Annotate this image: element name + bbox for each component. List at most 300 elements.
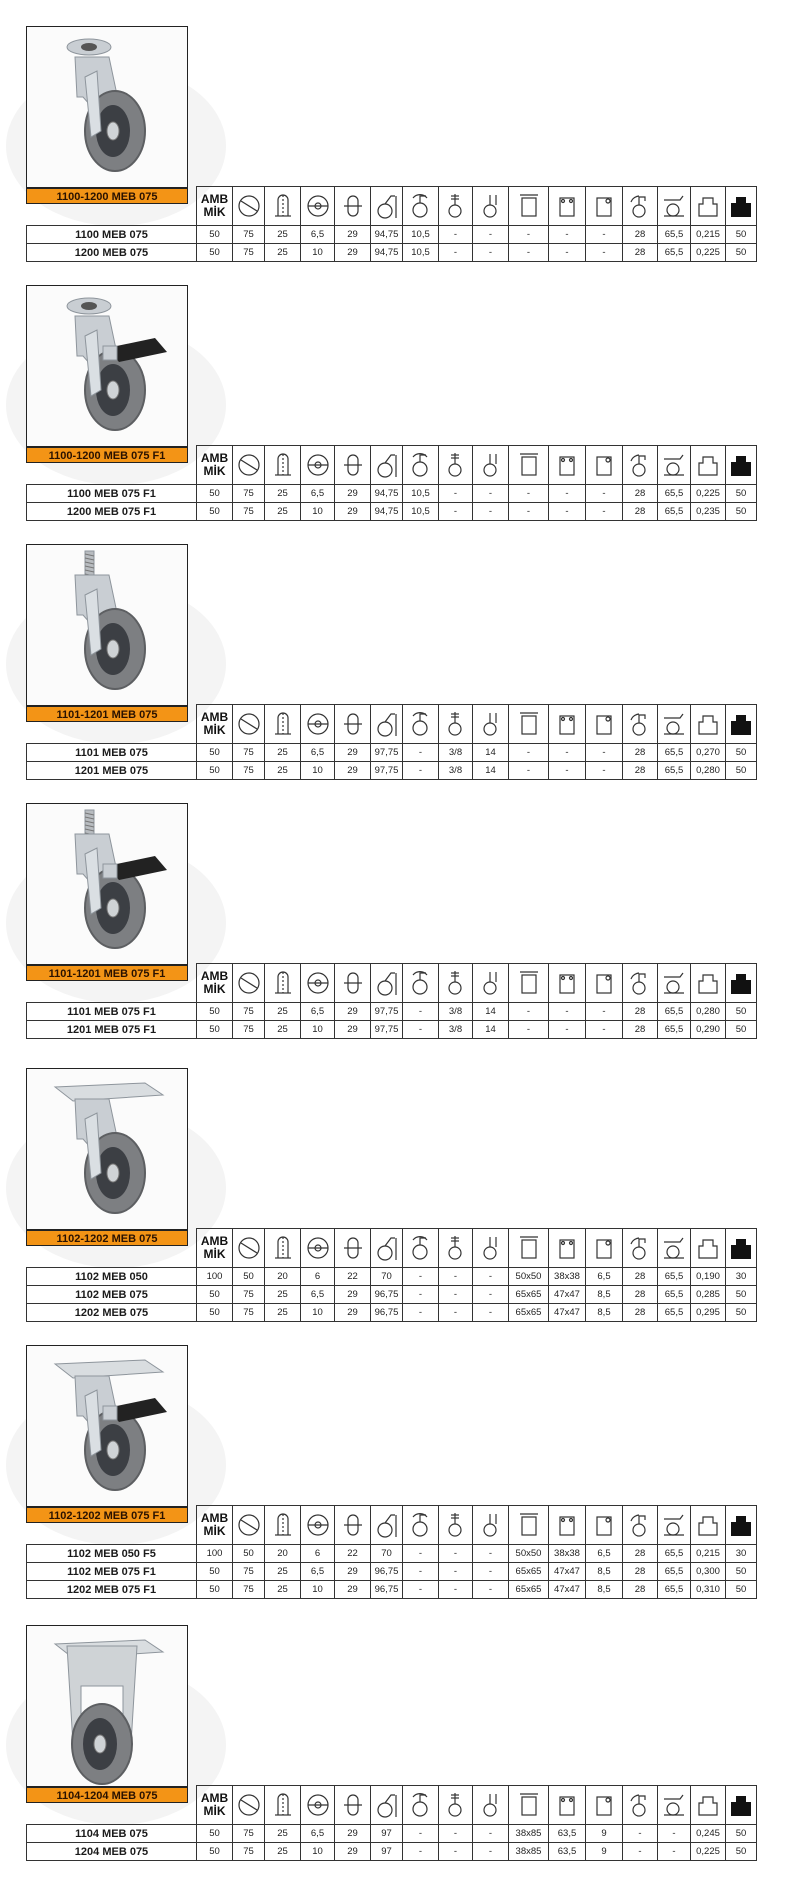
hub-bore-icon xyxy=(301,705,335,744)
mounting-height-icon xyxy=(658,187,691,226)
spec-cell: 75 xyxy=(233,1003,265,1021)
bolt-hole-spacing-icon xyxy=(549,446,586,485)
spec-cell: - xyxy=(509,244,549,262)
hub-length-icon xyxy=(335,187,371,226)
swivel-offset-icon xyxy=(403,1506,439,1545)
spec-cell: 50 xyxy=(726,1286,757,1304)
model-code: 1101 MEB 075 F1 xyxy=(27,1003,197,1021)
weight-icon xyxy=(691,1506,726,1545)
spec-cell: 94,75 xyxy=(371,244,403,262)
spec-cell: 29 xyxy=(335,226,371,244)
spec-cell: 65,5 xyxy=(658,1563,691,1581)
spec-cell: 75 xyxy=(233,1563,265,1581)
spec-cell: 10 xyxy=(301,762,335,780)
spec-cell: 25 xyxy=(265,744,301,762)
spec-cell: 6,5 xyxy=(301,744,335,762)
load-capacity-icon xyxy=(726,1229,757,1268)
spec-cell: - xyxy=(473,1563,509,1581)
spec-cell: - xyxy=(439,503,473,521)
spec-cell: 6,5 xyxy=(586,1545,623,1563)
spec-cell: - xyxy=(439,244,473,262)
thread-stem-icon xyxy=(439,1506,473,1545)
product-image xyxy=(26,26,188,188)
spec-cell: 75 xyxy=(233,1021,265,1039)
spec-cell: 14 xyxy=(473,1003,509,1021)
thread-stem-icon xyxy=(439,187,473,226)
spec-cell: 14 xyxy=(473,762,509,780)
spec-cell: 25 xyxy=(265,1563,301,1581)
spec-cell: 65,5 xyxy=(658,1286,691,1304)
spec-cell: 50 xyxy=(726,1563,757,1581)
amb-label: AMB xyxy=(200,451,229,465)
spec-cell: 97,75 xyxy=(371,1021,403,1039)
model-code: 1102 MEB 050 xyxy=(27,1268,197,1286)
spec-cell: 20 xyxy=(265,1545,301,1563)
spec-cell: 75 xyxy=(233,503,265,521)
spec-cell: - xyxy=(586,762,623,780)
spec-cell: 6 xyxy=(301,1545,335,1563)
spec-cell: 0,215 xyxy=(691,1545,726,1563)
spec-cell: 8,5 xyxy=(586,1581,623,1599)
spec-cell: 8,5 xyxy=(586,1563,623,1581)
bolt-hole-spacing-icon xyxy=(549,964,586,1003)
table-row xyxy=(27,244,757,262)
spec-cell: 50 xyxy=(197,503,233,521)
spec-cell: - xyxy=(473,1268,509,1286)
spec-cell: 10 xyxy=(301,1021,335,1039)
spec-cell: 38x85 xyxy=(509,1843,549,1861)
swivel-radius-icon xyxy=(623,1506,658,1545)
thread-stem-icon xyxy=(439,1786,473,1825)
spec-cell: - xyxy=(403,1581,439,1599)
product-series-caption: 1101-1201 MEB 075 xyxy=(26,706,188,722)
spec-cell: - xyxy=(549,485,586,503)
spec-cell: 75 xyxy=(233,244,265,262)
mik-label: MİK xyxy=(203,1804,226,1818)
mik-label: MİK xyxy=(203,1524,226,1538)
spec-table xyxy=(26,1785,757,1861)
spec-cell: - xyxy=(586,744,623,762)
spec-cell: 0,225 xyxy=(691,1843,726,1861)
spec-cell: 22 xyxy=(335,1545,371,1563)
spec-cell: 28 xyxy=(623,1563,658,1581)
spec-cell: 6,5 xyxy=(301,1286,335,1304)
spec-cell: - xyxy=(473,1286,509,1304)
wheel-width-icon xyxy=(265,446,301,485)
bolt-hole-diameter-icon xyxy=(586,705,623,744)
spec-cell: - xyxy=(509,744,549,762)
spec-cell: 97,75 xyxy=(371,762,403,780)
spec-cell: 6,5 xyxy=(301,1825,335,1843)
spec-cell: 65,5 xyxy=(658,1304,691,1322)
spec-cell: 22 xyxy=(335,1268,371,1286)
spec-cell: 25 xyxy=(265,1304,301,1322)
spec-cell: 63,5 xyxy=(549,1843,586,1861)
thread-stem-icon xyxy=(439,446,473,485)
plate-size-icon xyxy=(509,1229,549,1268)
spec-cell: 97,75 xyxy=(371,744,403,762)
swivel-offset-icon xyxy=(403,1786,439,1825)
spec-cell: 96,75 xyxy=(371,1563,403,1581)
spec-cell: 47x47 xyxy=(549,1581,586,1599)
plate-size-icon xyxy=(509,446,549,485)
swivel-offset-icon xyxy=(403,446,439,485)
load-capacity-icon xyxy=(726,964,757,1003)
spec-cell: - xyxy=(586,1021,623,1039)
bolt-hole-spacing-icon xyxy=(549,705,586,744)
spec-cell: 30 xyxy=(726,1545,757,1563)
overall-height-icon xyxy=(371,705,403,744)
spec-cell: - xyxy=(549,503,586,521)
spec-cell: 47x47 xyxy=(549,1304,586,1322)
spec-cell: 25 xyxy=(265,244,301,262)
spec-cell: 28 xyxy=(623,485,658,503)
spec-cell: - xyxy=(586,244,623,262)
product-image xyxy=(26,544,188,706)
spec-cell: - xyxy=(549,226,586,244)
spec-cell: 29 xyxy=(335,1021,371,1039)
spec-cell: - xyxy=(549,1003,586,1021)
mounting-height-icon xyxy=(658,1786,691,1825)
spec-table xyxy=(26,704,757,780)
spec-cell: 75 xyxy=(233,744,265,762)
spec-cell: 47x47 xyxy=(549,1286,586,1304)
table-row xyxy=(27,1021,757,1039)
spec-cell: - xyxy=(586,1003,623,1021)
spec-cell: 25 xyxy=(265,503,301,521)
spec-header-row xyxy=(27,446,757,485)
spec-cell: 10 xyxy=(301,244,335,262)
spec-cell: - xyxy=(586,503,623,521)
overall-height-icon xyxy=(371,187,403,226)
spec-cell: 50 xyxy=(197,744,233,762)
spec-cell: 50x50 xyxy=(509,1268,549,1286)
plate-size-icon xyxy=(509,187,549,226)
overall-height-icon xyxy=(371,1506,403,1545)
weight-icon xyxy=(691,1229,726,1268)
spec-cell: 29 xyxy=(335,503,371,521)
plate-size-icon xyxy=(509,1506,549,1545)
spec-cell: 50x50 xyxy=(509,1545,549,1563)
hub-length-icon xyxy=(335,1786,371,1825)
amb-mik-header xyxy=(197,446,233,485)
bolt-hole-spacing-icon xyxy=(549,1786,586,1825)
bolt-hole-spacing-icon xyxy=(549,187,586,226)
wheel-diameter-icon xyxy=(233,1506,265,1545)
mounting-height-icon xyxy=(658,705,691,744)
spec-cell: 0,225 xyxy=(691,244,726,262)
spec-cell: 10 xyxy=(301,1843,335,1861)
spec-cell: 75 xyxy=(233,1825,265,1843)
table-row xyxy=(27,1268,757,1286)
spec-cell: - xyxy=(509,1021,549,1039)
wheel-diameter-icon xyxy=(233,964,265,1003)
spec-cell: - xyxy=(403,1003,439,1021)
stem-length-icon xyxy=(473,1506,509,1545)
table-row xyxy=(27,503,757,521)
spec-cell: - xyxy=(439,1545,473,1563)
load-capacity-icon xyxy=(726,187,757,226)
spec-cell: 6,5 xyxy=(301,1563,335,1581)
header-spacer xyxy=(27,705,197,744)
spec-cell: 25 xyxy=(265,485,301,503)
product-series-caption: 1100-1200 MEB 075 F1 xyxy=(26,447,188,463)
spec-cell: 0,285 xyxy=(691,1286,726,1304)
spec-cell: 28 xyxy=(623,1003,658,1021)
product-series-caption: 1102-1202 MEB 075 F1 xyxy=(26,1507,188,1523)
spec-cell: - xyxy=(403,1021,439,1039)
wheel-width-icon xyxy=(265,964,301,1003)
weight-icon xyxy=(691,187,726,226)
spec-cell: - xyxy=(439,226,473,244)
plate-size-icon xyxy=(509,1786,549,1825)
spec-cell: 3/8 xyxy=(439,762,473,780)
model-code: 1201 MEB 075 xyxy=(27,762,197,780)
spec-header-row xyxy=(27,187,757,226)
spec-cell: 6,5 xyxy=(301,226,335,244)
swivel-radius-icon xyxy=(623,446,658,485)
spec-cell: - xyxy=(403,1563,439,1581)
spec-cell: 28 xyxy=(623,1268,658,1286)
spec-cell: 50 xyxy=(726,503,757,521)
spec-cell: 30 xyxy=(726,1268,757,1286)
wheel-width-icon xyxy=(265,1786,301,1825)
spec-cell: 50 xyxy=(726,1021,757,1039)
spec-cell: 6,5 xyxy=(301,485,335,503)
load-capacity-icon xyxy=(726,1786,757,1825)
header-spacer xyxy=(27,187,197,226)
amb-label: AMB xyxy=(200,969,229,983)
weight-icon xyxy=(691,1786,726,1825)
amb-mik-header xyxy=(197,1506,233,1545)
spec-cell: 28 xyxy=(623,1304,658,1322)
spec-cell: 50 xyxy=(197,1825,233,1843)
table-row xyxy=(27,226,757,244)
overall-height-icon xyxy=(371,1786,403,1825)
model-code: 1102 MEB 075 F1 xyxy=(27,1563,197,1581)
spec-cell: 0,310 xyxy=(691,1581,726,1599)
amb-label: AMB xyxy=(200,1511,229,1525)
hub-length-icon xyxy=(335,446,371,485)
spec-cell: 50 xyxy=(197,1581,233,1599)
product-series-caption: 1100-1200 MEB 075 xyxy=(26,188,188,204)
table-row xyxy=(27,485,757,503)
amb-label: AMB xyxy=(200,710,229,724)
spec-cell: 28 xyxy=(623,1581,658,1599)
spec-cell: 28 xyxy=(623,503,658,521)
spec-table xyxy=(26,1505,757,1599)
spec-cell: 65x65 xyxy=(509,1581,549,1599)
mik-label: MİK xyxy=(203,1247,226,1261)
spec-cell: 50 xyxy=(197,762,233,780)
wheel-diameter-icon xyxy=(233,1786,265,1825)
spec-cell: - xyxy=(403,1825,439,1843)
spec-table xyxy=(26,445,757,521)
spec-cell: 29 xyxy=(335,1581,371,1599)
table-row xyxy=(27,1581,757,1599)
overall-height-icon xyxy=(371,1229,403,1268)
spec-cell: - xyxy=(586,226,623,244)
stem-length-icon xyxy=(473,187,509,226)
spec-cell: 97 xyxy=(371,1825,403,1843)
spec-cell: 65x65 xyxy=(509,1563,549,1581)
spec-cell: - xyxy=(623,1843,658,1861)
swivel-offset-icon xyxy=(403,187,439,226)
model-code: 1100 MEB 075 xyxy=(27,226,197,244)
spec-cell: - xyxy=(473,1581,509,1599)
spec-cell: 65,5 xyxy=(658,1003,691,1021)
spec-cell: - xyxy=(473,1825,509,1843)
spec-cell: 65,5 xyxy=(658,503,691,521)
bolt-hole-spacing-icon xyxy=(549,1506,586,1545)
mik-label: MİK xyxy=(203,982,226,996)
spec-cell: 65x65 xyxy=(509,1304,549,1322)
swivel-offset-icon xyxy=(403,1229,439,1268)
mounting-height-icon xyxy=(658,964,691,1003)
spec-header-row xyxy=(27,964,757,1003)
model-code: 1204 MEB 075 xyxy=(27,1843,197,1861)
spec-cell: - xyxy=(623,1825,658,1843)
spec-cell: - xyxy=(439,1563,473,1581)
spec-cell: 75 xyxy=(233,1843,265,1861)
product-image xyxy=(26,1625,188,1787)
spec-cell: 65,5 xyxy=(658,244,691,262)
load-capacity-icon xyxy=(726,1506,757,1545)
spec-cell: 25 xyxy=(265,1825,301,1843)
spec-cell: - xyxy=(473,1304,509,1322)
spec-cell: 3/8 xyxy=(439,744,473,762)
product-series-caption: 1104-1204 MEB 075 xyxy=(26,1787,188,1803)
mik-label: MİK xyxy=(203,464,226,478)
spec-cell: 0,225 xyxy=(691,485,726,503)
overall-height-icon xyxy=(371,446,403,485)
spec-cell: 6,5 xyxy=(301,1003,335,1021)
amb-mik-header xyxy=(197,705,233,744)
spec-cell: - xyxy=(403,1268,439,1286)
spec-cell: 97 xyxy=(371,1843,403,1861)
spec-cell: - xyxy=(509,1003,549,1021)
spec-cell: 3/8 xyxy=(439,1021,473,1039)
spec-cell: - xyxy=(473,244,509,262)
spec-cell: 25 xyxy=(265,1581,301,1599)
spec-cell: 75 xyxy=(233,485,265,503)
spec-cell: 50 xyxy=(726,1843,757,1861)
spec-cell: 96,75 xyxy=(371,1581,403,1599)
spec-cell: 65,5 xyxy=(658,762,691,780)
spec-cell: 29 xyxy=(335,762,371,780)
spec-cell: 75 xyxy=(233,226,265,244)
header-spacer xyxy=(27,964,197,1003)
wheel-diameter-icon xyxy=(233,446,265,485)
spec-cell: - xyxy=(549,762,586,780)
product-image xyxy=(26,803,188,965)
wheel-diameter-icon xyxy=(233,187,265,226)
spec-cell: 65x65 xyxy=(509,1286,549,1304)
header-spacer xyxy=(27,446,197,485)
spec-cell: - xyxy=(403,1843,439,1861)
hub-length-icon xyxy=(335,1506,371,1545)
spec-cell: - xyxy=(658,1825,691,1843)
spec-cell: 50 xyxy=(726,244,757,262)
spec-cell: - xyxy=(473,226,509,244)
spec-cell: 25 xyxy=(265,762,301,780)
model-code: 1102 MEB 050 F5 xyxy=(27,1545,197,1563)
model-code: 1202 MEB 075 xyxy=(27,1304,197,1322)
header-spacer xyxy=(27,1506,197,1545)
spec-cell: 50 xyxy=(197,1286,233,1304)
spec-cell: 97,75 xyxy=(371,1003,403,1021)
spec-cell: 9 xyxy=(586,1825,623,1843)
spec-cell: 50 xyxy=(233,1545,265,1563)
stem-length-icon xyxy=(473,1786,509,1825)
spec-cell: - xyxy=(439,1286,473,1304)
spec-cell: 47x47 xyxy=(549,1563,586,1581)
spec-cell: 29 xyxy=(335,1304,371,1322)
wheel-width-icon xyxy=(265,705,301,744)
spec-cell: - xyxy=(473,503,509,521)
hub-length-icon xyxy=(335,1229,371,1268)
swivel-radius-icon xyxy=(623,187,658,226)
spec-cell: - xyxy=(549,1021,586,1039)
weight-icon xyxy=(691,705,726,744)
spec-cell: - xyxy=(509,762,549,780)
spec-cell: 50 xyxy=(197,1021,233,1039)
spec-cell: 0,190 xyxy=(691,1268,726,1286)
spec-cell: - xyxy=(473,1545,509,1563)
spec-cell: 29 xyxy=(335,1286,371,1304)
stem-length-icon xyxy=(473,964,509,1003)
table-row xyxy=(27,1563,757,1581)
wheel-diameter-icon xyxy=(233,705,265,744)
spec-cell: 29 xyxy=(335,244,371,262)
spec-cell: 10 xyxy=(301,1581,335,1599)
spec-cell: 10 xyxy=(301,503,335,521)
spec-cell: 29 xyxy=(335,1843,371,1861)
model-code: 1100 MEB 075 F1 xyxy=(27,485,197,503)
spec-cell: 75 xyxy=(233,1304,265,1322)
spec-table xyxy=(26,963,757,1039)
spec-cell: 100 xyxy=(197,1545,233,1563)
plate-size-icon xyxy=(509,705,549,744)
spec-cell: - xyxy=(658,1843,691,1861)
spec-cell: 50 xyxy=(726,1825,757,1843)
spec-cell: 50 xyxy=(726,226,757,244)
bolt-hole-diameter-icon xyxy=(586,187,623,226)
spec-cell: 6,5 xyxy=(586,1268,623,1286)
spec-cell: 25 xyxy=(265,226,301,244)
spec-header-row xyxy=(27,1229,757,1268)
spec-cell: 28 xyxy=(623,1545,658,1563)
spec-cell: - xyxy=(439,1825,473,1843)
header-spacer xyxy=(27,1229,197,1268)
mik-label: MİK xyxy=(203,205,226,219)
thread-stem-icon xyxy=(439,705,473,744)
spec-cell: 0,235 xyxy=(691,503,726,521)
thread-stem-icon xyxy=(439,964,473,1003)
amb-mik-header xyxy=(197,1786,233,1825)
table-row xyxy=(27,1003,757,1021)
spec-cell: 65,5 xyxy=(658,485,691,503)
spec-cell: - xyxy=(439,485,473,503)
mounting-height-icon xyxy=(658,1229,691,1268)
spec-cell: 8,5 xyxy=(586,1286,623,1304)
bolt-hole-diameter-icon xyxy=(586,446,623,485)
spec-cell: 50 xyxy=(726,1581,757,1599)
spec-cell: 0,215 xyxy=(691,226,726,244)
spec-cell: 38x38 xyxy=(549,1545,586,1563)
spec-cell: 25 xyxy=(265,1021,301,1039)
amb-label: AMB xyxy=(200,192,229,206)
